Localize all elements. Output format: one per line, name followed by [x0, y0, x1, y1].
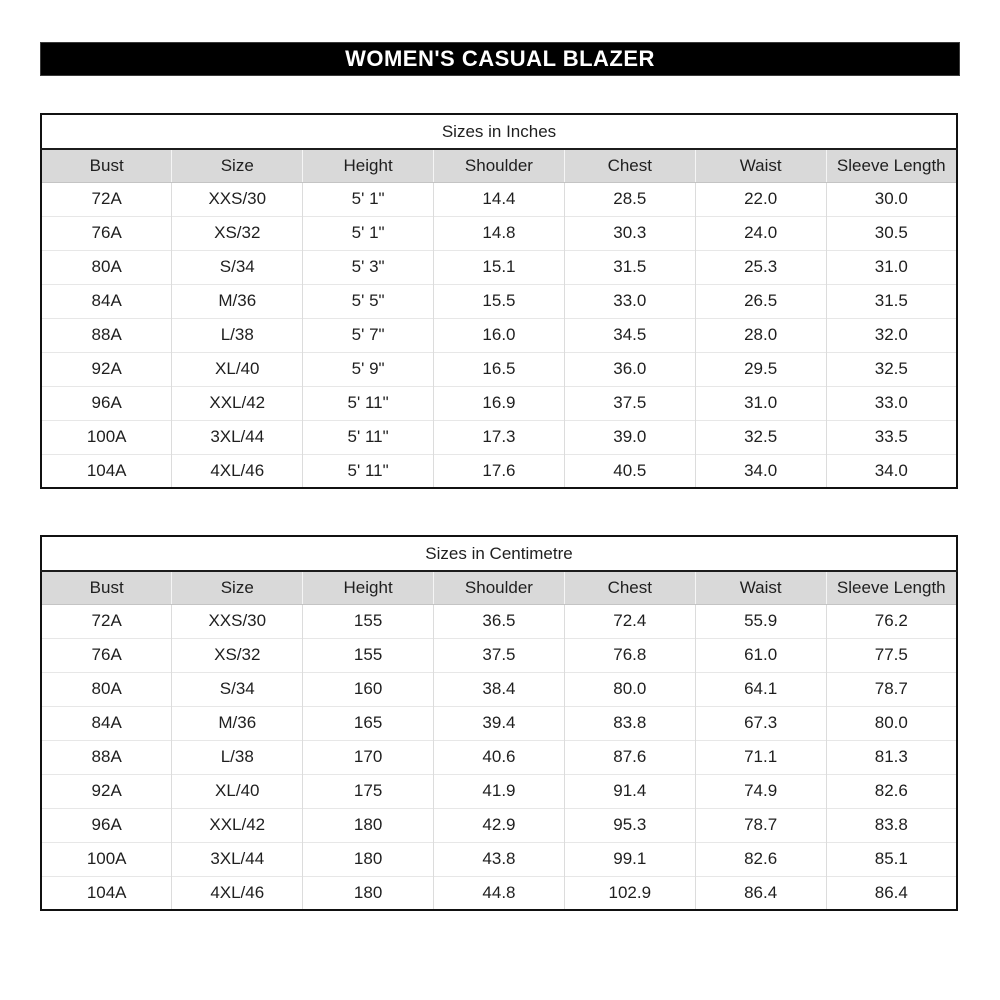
column-header: Height	[303, 149, 434, 182]
column-header: Height	[303, 571, 434, 604]
column-header: Shoulder	[434, 571, 565, 604]
table-cell: 44.8	[434, 876, 565, 910]
table-title-row	[41, 114, 957, 149]
table-cell: 180	[303, 842, 434, 876]
product-title-banner	[40, 42, 960, 76]
table-cell: 180	[303, 808, 434, 842]
table-cell: 31.0	[826, 250, 957, 284]
table-cell: XXL/42	[172, 808, 303, 842]
column-header: Waist	[695, 149, 826, 182]
table-row	[41, 250, 957, 284]
table-cell: 41.9	[434, 774, 565, 808]
table-cell: 31.5	[564, 250, 695, 284]
table-cell: 5' 1"	[303, 182, 434, 216]
table-cell: 160	[303, 672, 434, 706]
table-cell: 5' 11"	[303, 420, 434, 454]
table-cell: 15.5	[434, 284, 565, 318]
table-cell: 36.5	[434, 604, 565, 638]
column-header: Size	[172, 149, 303, 182]
sizes-in-inches-table	[40, 113, 958, 489]
table-cell: 175	[303, 774, 434, 808]
table-cell: 80.0	[826, 706, 957, 740]
table-cell: 78.7	[826, 672, 957, 706]
table-row	[41, 740, 957, 774]
table-cell: 31.0	[695, 386, 826, 420]
column-header: Sleeve Length	[826, 571, 957, 604]
column-header: Chest	[564, 571, 695, 604]
table-cell: 95.3	[564, 808, 695, 842]
table-cell: 40.5	[564, 454, 695, 488]
table-cell: 96A	[41, 386, 172, 420]
table-cell: XXL/42	[172, 386, 303, 420]
table-cell: 155	[303, 638, 434, 672]
table-cell: 5' 7"	[303, 318, 434, 352]
table-cell: 34.0	[695, 454, 826, 488]
table-row	[41, 454, 957, 488]
table-cell: XL/40	[172, 352, 303, 386]
table-cell: 91.4	[564, 774, 695, 808]
table-cell: 102.9	[564, 876, 695, 910]
table-cell: XS/32	[172, 638, 303, 672]
table-cell: 180	[303, 876, 434, 910]
table-cell: 15.1	[434, 250, 565, 284]
table-header-row	[41, 149, 957, 182]
table-cell: 37.5	[564, 386, 695, 420]
table-row	[41, 672, 957, 706]
table-cell: 31.5	[826, 284, 957, 318]
table-row	[41, 284, 957, 318]
table-cell: 36.0	[564, 352, 695, 386]
table-cell: 170	[303, 740, 434, 774]
product-title: WOMEN'S CASUAL BLAZER	[345, 46, 655, 71]
table-cell: 80.0	[564, 672, 695, 706]
table-cell: 77.5	[826, 638, 957, 672]
table-cell: 76A	[41, 216, 172, 250]
table-cell: 72A	[41, 182, 172, 216]
table-cell: XXS/30	[172, 182, 303, 216]
table-cell: 3XL/44	[172, 420, 303, 454]
table-cell: 78.7	[695, 808, 826, 842]
table-row	[41, 318, 957, 352]
table-row	[41, 808, 957, 842]
table-cell: 55.9	[695, 604, 826, 638]
table-cell: 37.5	[434, 638, 565, 672]
table-cell: 82.6	[826, 774, 957, 808]
table-cell: 72.4	[564, 604, 695, 638]
table-cell: 17.3	[434, 420, 565, 454]
table-cell: 16.5	[434, 352, 565, 386]
column-header: Bust	[41, 571, 172, 604]
table-cell: 33.0	[826, 386, 957, 420]
table-row	[41, 706, 957, 740]
table-cell: 16.0	[434, 318, 565, 352]
table-cell: 71.1	[695, 740, 826, 774]
table-cell: 76.8	[564, 638, 695, 672]
table-cell: 28.5	[564, 182, 695, 216]
table-cell: 155	[303, 604, 434, 638]
table-cell: M/36	[172, 706, 303, 740]
table-cell: 14.4	[434, 182, 565, 216]
table-cell: 32.0	[826, 318, 957, 352]
table-cell: 83.8	[826, 808, 957, 842]
table-cell: 88A	[41, 318, 172, 352]
table-cell: 85.1	[826, 842, 957, 876]
table-cell: 5' 5"	[303, 284, 434, 318]
table-cell: 61.0	[695, 638, 826, 672]
table-cell: XXS/30	[172, 604, 303, 638]
table-cell: 100A	[41, 842, 172, 876]
table-cell: 5' 11"	[303, 454, 434, 488]
table-cell: 32.5	[695, 420, 826, 454]
table-row	[41, 604, 957, 638]
table-cell: 5' 11"	[303, 386, 434, 420]
table-cell: 39.0	[564, 420, 695, 454]
table-cell: 14.8	[434, 216, 565, 250]
table-cell: 28.0	[695, 318, 826, 352]
table-cell: 82.6	[695, 842, 826, 876]
table-cell: 38.4	[434, 672, 565, 706]
table-cell: S/34	[172, 250, 303, 284]
table-cell: 74.9	[695, 774, 826, 808]
table-row	[41, 420, 957, 454]
table-cell: 42.9	[434, 808, 565, 842]
table-cell: 5' 9"	[303, 352, 434, 386]
table-cell: 34.0	[826, 454, 957, 488]
table-cell: 24.0	[695, 216, 826, 250]
table-cell: 39.4	[434, 706, 565, 740]
table-cell: 5' 3"	[303, 250, 434, 284]
table-cell: 5' 1"	[303, 216, 434, 250]
table-cell: 84A	[41, 706, 172, 740]
table-cell: 92A	[41, 774, 172, 808]
table-row	[41, 386, 957, 420]
table-cell: 99.1	[564, 842, 695, 876]
column-header: Chest	[564, 149, 695, 182]
table-row	[41, 638, 957, 672]
table-cell: 32.5	[826, 352, 957, 386]
table-cell: 76A	[41, 638, 172, 672]
table-cell: L/38	[172, 318, 303, 352]
table-cell: 81.3	[826, 740, 957, 774]
table-cell: L/38	[172, 740, 303, 774]
table-cell: 34.5	[564, 318, 695, 352]
table-title: Sizes in Centimetre	[41, 536, 957, 571]
table-row	[41, 216, 957, 250]
table-row	[41, 876, 957, 910]
table-row	[41, 182, 957, 216]
table-cell: XS/32	[172, 216, 303, 250]
table-title: Sizes in Inches	[41, 114, 957, 149]
table-cell: 29.5	[695, 352, 826, 386]
table-cell: 4XL/46	[172, 454, 303, 488]
table-cell: 3XL/44	[172, 842, 303, 876]
column-header: Sleeve Length	[826, 149, 957, 182]
table-row	[41, 774, 957, 808]
table-cell: 76.2	[826, 604, 957, 638]
table-cell: 92A	[41, 352, 172, 386]
table-cell: 88A	[41, 740, 172, 774]
table-cell: 165	[303, 706, 434, 740]
table-cell: 104A	[41, 454, 172, 488]
table-cell: 30.0	[826, 182, 957, 216]
table-cell: 4XL/46	[172, 876, 303, 910]
sizes-in-centimetre-table	[40, 535, 958, 911]
table-header-row	[41, 571, 957, 604]
table-row	[41, 352, 957, 386]
table-cell: 80A	[41, 672, 172, 706]
table-cell: 87.6	[564, 740, 695, 774]
table-cell: S/34	[172, 672, 303, 706]
table-cell: 33.0	[564, 284, 695, 318]
table-cell: 40.6	[434, 740, 565, 774]
table-cell: 16.9	[434, 386, 565, 420]
table-cell: 100A	[41, 420, 172, 454]
table-row	[41, 842, 957, 876]
table-cell: 64.1	[695, 672, 826, 706]
table-cell: 17.6	[434, 454, 565, 488]
column-header: Size	[172, 571, 303, 604]
table-cell: 67.3	[695, 706, 826, 740]
table-cell: 30.5	[826, 216, 957, 250]
table-cell: 25.3	[695, 250, 826, 284]
table-cell: 104A	[41, 876, 172, 910]
table-cell: 86.4	[826, 876, 957, 910]
table-cell: 26.5	[695, 284, 826, 318]
table-title-row	[41, 536, 957, 571]
table-cell: 96A	[41, 808, 172, 842]
table-cell: XL/40	[172, 774, 303, 808]
column-header: Waist	[695, 571, 826, 604]
column-header: Shoulder	[434, 149, 565, 182]
table-cell: 80A	[41, 250, 172, 284]
table-cell: 83.8	[564, 706, 695, 740]
table-cell: 72A	[41, 604, 172, 638]
table-cell: 43.8	[434, 842, 565, 876]
table-cell: M/36	[172, 284, 303, 318]
table-cell: 22.0	[695, 182, 826, 216]
table-cell: 30.3	[564, 216, 695, 250]
table-cell: 86.4	[695, 876, 826, 910]
table-cell: 33.5	[826, 420, 957, 454]
column-header: Bust	[41, 149, 172, 182]
table-cell: 84A	[41, 284, 172, 318]
